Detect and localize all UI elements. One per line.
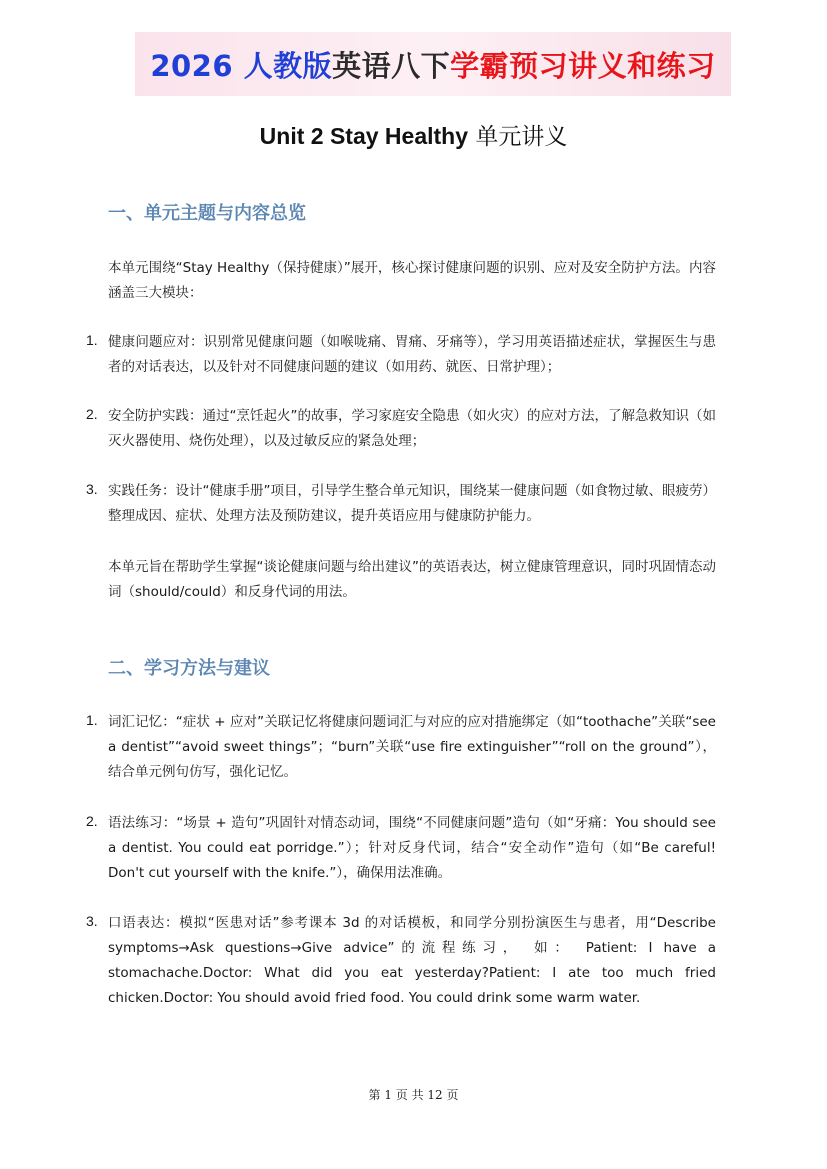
title-chinese: 单元讲义 <box>475 124 568 150</box>
list-number: 1. <box>86 712 98 728</box>
list-item: 实践任务：设计“健康手册”项目，引导学生整合单元知识，围绕某一健康问题（如食物过敏、眼疲劳）整理成因、症状、处理方法及预防建议，提升英语应用与健康防护能力。 <box>108 483 716 524</box>
title-english: Unit 2 Stay Healthy <box>259 123 469 149</box>
banner-edition: 2026 人教版 <box>150 48 333 83</box>
header-banner <box>135 32 731 96</box>
page-title <box>0 118 827 151</box>
page-footer: 第 1 页 共 12 页 <box>368 1088 459 1102</box>
section2-heading: 二、学习方法与建议 <box>108 658 270 679</box>
section1-intro: 本单元围绕“Stay Healthy（保持健康）”展开，核心探讨健康问题的识别、应对及安全防护方法。内容涵盖三大模块： <box>108 260 716 301</box>
banner-series: 学霸预习讲义和练习 <box>450 48 716 83</box>
list-number: 2. <box>86 406 98 422</box>
list-number: 3. <box>86 913 98 929</box>
list-item: 语法练习：“场景 + 造句”巩固针对情态动词，围绕“不同健康问题”造句（如“牙痛：You should see a dentist. You could eat porridge.”）；针对反身代词，结合“安全动作”造句（如“Be careful! Don't cut yourself with the knife.”），确保用法准确。 <box>108 815 716 881</box>
list-item: 口语表达：模拟“医患对话”参考课本 3d 的对话模板，和同学分别扮演医生与患者，用“Describe symptoms→Ask questions→Give advice”的流程练习， 如： Patient: I have a stomachache.Doctor: What did you eat yesterday?Patient: I ate too much fried chicken.Doctor: You should avoid fried food. You could drink some warm water. <box>108 915 716 1006</box>
list-item: 健康问题应对：识别常见健康问题（如喉咙痛、胃痛、牙痛等），学习用英语描述症状，掌握医生与患者的对话表达，以及针对不同健康问题的建议（如用药、就医、日常护理）； <box>108 334 716 375</box>
section1-heading: 一、单元主题与内容总览 <box>108 203 306 224</box>
banner-subject: 英语八下 <box>332 48 451 83</box>
list-item: 安全防护实践：通过“烹饪起火”的故事，学习家庭安全隐患（如火灾）的应对方法，了解急救知识（如灭火器使用、烧伤处理），以及过敏反应的紧急处理； <box>108 408 716 449</box>
list-number: 3. <box>86 481 98 497</box>
section1-summary: 本单元旨在帮助学生掌握“谈论健康问题与给出建议”的英语表达，树立健康管理意识，同时巩固情态动词（should/could）和反身代词的用法。 <box>108 559 716 600</box>
list-number: 1. <box>86 332 98 348</box>
list-number: 2. <box>86 813 98 829</box>
list-item: 词汇记忆：“症状 + 应对”关联记忆将健康问题词汇与对应的应对措施绑定（如“toothache”关联“see a dentist”“avoid sweet things”；“burn”关联“use fire extinguisher”“roll on the ground”），结合单元例句仿写，强化记忆。 <box>108 714 716 780</box>
